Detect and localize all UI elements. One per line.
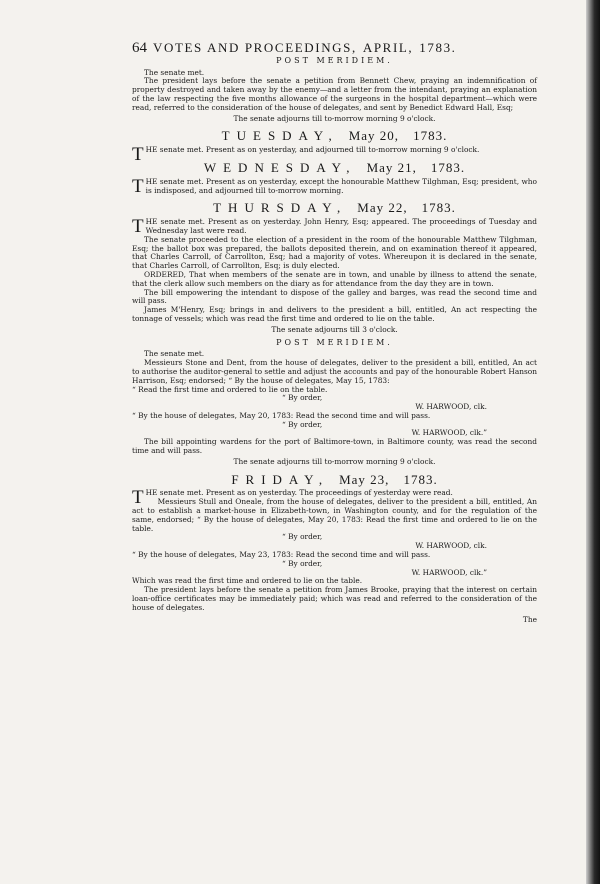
day-heading-thursday: [132, 200, 537, 216]
day-date: May 23,: [339, 471, 390, 487]
header-month: APRIL,: [362, 40, 414, 55]
order-line: “ By order,: [282, 558, 323, 568]
day-year: 1783.: [430, 159, 466, 175]
signature-line: W. HARWOOD, clk.”: [411, 567, 487, 577]
paragraph: Which was read the first time and ordered to lie on the table.: [132, 576, 363, 586]
day-date: May 22,: [357, 200, 408, 216]
paragraph: THE senate met. Present as on yesterday, and adjourned till to-morrow morning 9 o'clock.: [132, 144, 480, 166]
adjournment-line: The senate adjourns till to-morrow morning 9 o'clock.: [233, 113, 436, 123]
drop-cap: T: [132, 175, 144, 197]
paragraph: James M'Henry, Esq; brings in and delivers to the president a bill, entitled, An act respecting the tonnage of vessels; which was read the first time and ordered to lie on the table.: [132, 305, 537, 323]
signature-line: W. HARWOOD, clk.: [415, 402, 487, 412]
paragraph: The president lays before the senate a petition from Bennett Chew, praying an indemnification of property destroyed and taken away by the enemy—and a letter from the intendant, praying an explanation of the law respecting the five months allowance of the surgeons in the hospital department—which were read, referred to the consideration of the house of delegates, and sent by Benedict Edward Hall, Esq;: [132, 76, 537, 112]
day-name: TUESDAY,: [221, 128, 339, 144]
signature-line: W. HARWOOD, clk.: [415, 541, 487, 551]
paragraph: THE senate met. Present as on yesterday, except the honourable Matthew Tilghman, Esq; president, who is indisposed, and adjourned till to-morrow morning.: [132, 175, 537, 197]
order-line: “ By order,: [282, 532, 323, 542]
adjournment-line: The senate adjourns till 3 o'clock.: [271, 324, 398, 334]
paragraph: THE senate met. Present as on yesterday. The proceedings of yesterday were read.: [132, 487, 453, 509]
day-heading-tuesday: [132, 128, 537, 144]
signature-line: W. HARWOOD, clk.”: [411, 428, 487, 438]
day-year: 1783.: [403, 471, 438, 487]
page-number: 64: [132, 40, 147, 56]
header-title: VOTES AND PROCEEDINGS,: [153, 40, 357, 55]
paragraph: The president lays before the senate a petition from James Brooke, praying that the interest on certain loan-office certificates may be immediately paid; which was read and referred to the consideration of the house of delegates.: [132, 585, 537, 612]
paragraph: The senate met.: [144, 67, 205, 77]
day-heading-wednesday: [132, 159, 537, 175]
day-date: May 20,: [348, 128, 400, 144]
paragraph: ORDERED, That when members of the senate are in town, and unable by illness to attend the senate, that the clerk allow such members on the diary as for attendance from the day they are in town.: [132, 269, 537, 288]
running-header: [132, 40, 537, 56]
drop-cap: T: [132, 487, 144, 509]
paragraph: “ Read the first time and ordered to lie on the table.: [132, 384, 328, 394]
header-year: 1783.: [419, 40, 457, 55]
drop-cap: T: [132, 144, 144, 166]
paragraph: “ By the house of delegates, May 23, 1783: Read the second time and will pass.: [132, 550, 431, 560]
day-heading-friday: [132, 471, 537, 487]
drop-cap: T: [132, 216, 144, 238]
scan-edge-shadow: [586, 0, 600, 884]
adjournment-line: The senate adjourns till to-morrow morning 9 o'clock.: [233, 456, 436, 466]
paragraph: The senate met.: [144, 349, 205, 359]
paragraph: The bill appointing wardens for the port of Baltimore-town, in Baltimore county, was read the second time and will pass.: [132, 437, 537, 456]
paragraph: The bill empowering the intendant to dispose of the galley and barges, was read the second time and will pass.: [132, 287, 537, 306]
order-line: “ By order,: [282, 393, 323, 403]
day-year: 1783.: [421, 200, 456, 216]
day-date: May 21,: [366, 159, 417, 175]
catchword: The: [522, 614, 537, 624]
session-heading-pm1: POST MERIDIEM.: [276, 55, 393, 65]
order-line: “ By order,: [282, 419, 323, 429]
paragraph: “ By the house of delegates, May 20, 1783: Read the second time and will pass.: [132, 410, 431, 420]
paragraph: Messieurs Stone and Dent, from the house of delegates, deliver to the president a bill, entitled, An act to authorise the auditor-general to settle and adjust the accounts and pay of the honourable Robert Hanson Harrison, Esq; endorsed; “ By the house of delegates, May 15, 1783:: [132, 358, 537, 385]
day-name: FRIDAY,: [231, 471, 330, 487]
day-name: WEDNESDAY,: [203, 159, 357, 175]
page-content: [132, 40, 537, 624]
day-name: THURSDAY,: [213, 200, 348, 216]
paragraph: THE senate met. Present as on yesterday. John Henry, Esq; appeared. The proceedings of Tuesday and Wednesday last were read.: [132, 216, 537, 238]
paragraph: The senate proceeded to the election of a president in the room of the honourable Matthew Tilghman, Esq; the ballot box was prepared, the ballots deposited therein, and on examination thereof it appeared, that Charles Carroll, of Carrollton, Esq; had a majority of votes. Whereupon it is declared in the senate, that Charles Carroll, of Carrollton, Esq; is duly elected.: [132, 234, 537, 271]
paragraph: Messieurs Stull and Oneale, from the house of delegates, deliver to the president a bill, entitled, An act to establish a market-house in Elizabeth-town, in Washington county, and for the regulation of the same, endorsed; “ By the house of delegates, May 20, 1783: Read the first time and ordered to lie on the table.: [132, 497, 537, 533]
session-heading-pm2: POST MERIDIEM.: [276, 337, 393, 347]
day-year: 1783.: [413, 128, 448, 144]
